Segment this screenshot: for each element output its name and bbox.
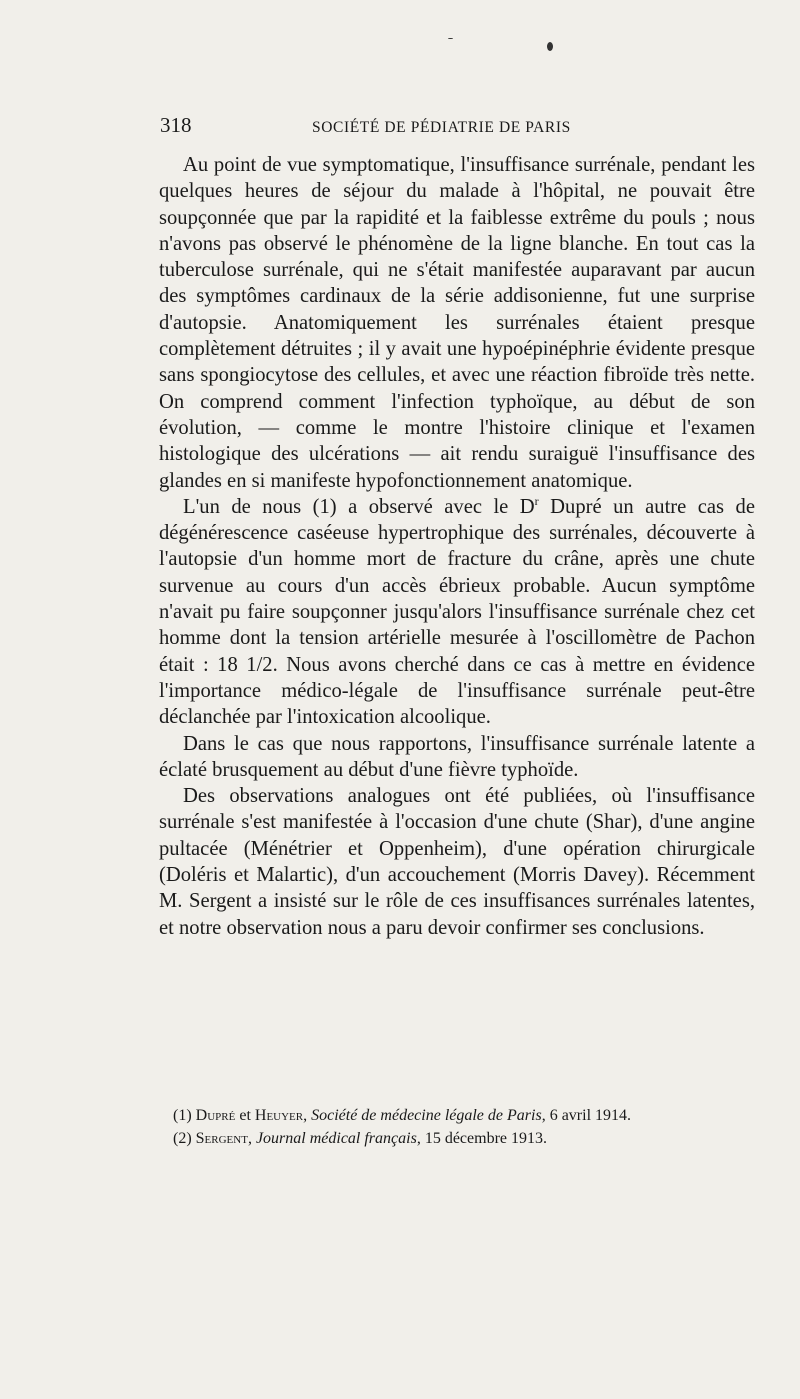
footnote-source: Journal médical français xyxy=(255,1130,417,1147)
footnote-author-2: Heuyer xyxy=(254,1107,304,1124)
paragraph-4: Des observations analogues ont été publiées, où l'insuffisance surrénale s'est manifestée à l'occasion d'une chute (Shar), d'une angine pultacée (Ménétrier et Oppenheim), d'une opération chirurgicale (Doléris et Malartic), d'un accouchement (Morris Davey). Récemment M. Sergent a insisté sur le rôle de ces insuffisances surrénales latentes, et notre observation nous a paru devoir confirmer ses conclusions. xyxy=(159,785,755,939)
footnote-conjunction: et xyxy=(235,1107,255,1124)
paragraph-2-text-a: L'un de nous (1) a observé avec le D xyxy=(183,495,535,518)
footnote-2 xyxy=(159,1127,755,1150)
body-text xyxy=(159,152,755,941)
running-title: SOCIÉTÉ DE PÉDIATRIE DE PARIS xyxy=(312,119,571,136)
footnote-author: Dupré xyxy=(195,1107,236,1124)
footnote-author: Sergent xyxy=(195,1130,248,1147)
footnote-separator: , xyxy=(303,1107,312,1124)
ink-speck xyxy=(448,38,453,39)
page-number: 318 xyxy=(160,113,192,137)
page-header xyxy=(160,113,755,143)
superscript-r: r xyxy=(534,494,539,508)
footnote-date: , 6 avril 1914. xyxy=(541,1107,632,1124)
paragraph-2 xyxy=(159,494,755,731)
footnote-source: Société de médecine légale de Paris xyxy=(311,1107,542,1124)
footnotes xyxy=(159,1104,755,1150)
footnote-date: , 15 décembre 1913. xyxy=(416,1130,547,1147)
footnote-1 xyxy=(159,1104,755,1127)
ink-speck xyxy=(547,42,553,51)
footnote-separator: , xyxy=(247,1130,256,1147)
paragraph-2-text-b: Dupré un autre cas de dégénérescence caséeuse hypertrophique des surrénales, découverte à l'autopsie d'un homme mort de fracture du crâne, après une chute survenue au cours d'un accès ébrieux probable. Aucun symptôme n'avait pu faire soupçonner jusqu'alors l'insuffisance surrénale chez cet homme dont la tension artérielle mesurée à l'oscillomètre de Pachon était : 18 1/2. Nous avons cherché dans ce cas à mettre en évidence l'importance médico-légale de l'insuffisance surrénale peut-être déclanchée par l'intoxication alcoolique. xyxy=(159,495,755,729)
footnote-marker: (1) xyxy=(173,1107,192,1124)
paragraph-3: Dans le cas que nous rapportons, l'insuffisance surrénale latente a éclaté brusquement au début d'une fièvre typhoïde. xyxy=(159,732,755,781)
paragraph-1: Au point de vue symptomatique, l'insuffisance surrénale, pendant les quelques heures de séjour du malade à l'hôpital, ne pouvait être soupçonnée que par la rapidité et la faiblesse extrême du pouls ; nous n'avons pas observé le phénomène de la ligne blanche. En tout cas la tuberculose surrénale, qui ne s'était manifestée auparavant par aucun des symptômes cardinaux de la série addisonienne, fut une surprise d'autopsie. Anatomiquement les surrénales étaient presque complètement détruites ; il y avait une hypoépinéphrie évidente presque sans spongiocytose des cellules, et avec une réaction fibroïde très nette. On comprend comment l'infection typhoïque, au début de son évolution, — comme le montre l'histoire clinique et l'examen histologique des ulcérations — ait rendu suraiguë l'insuffisance des glandes en si manifeste hypofonctionnement anatomique. xyxy=(159,154,755,492)
footnote-marker: (2) xyxy=(173,1130,192,1147)
